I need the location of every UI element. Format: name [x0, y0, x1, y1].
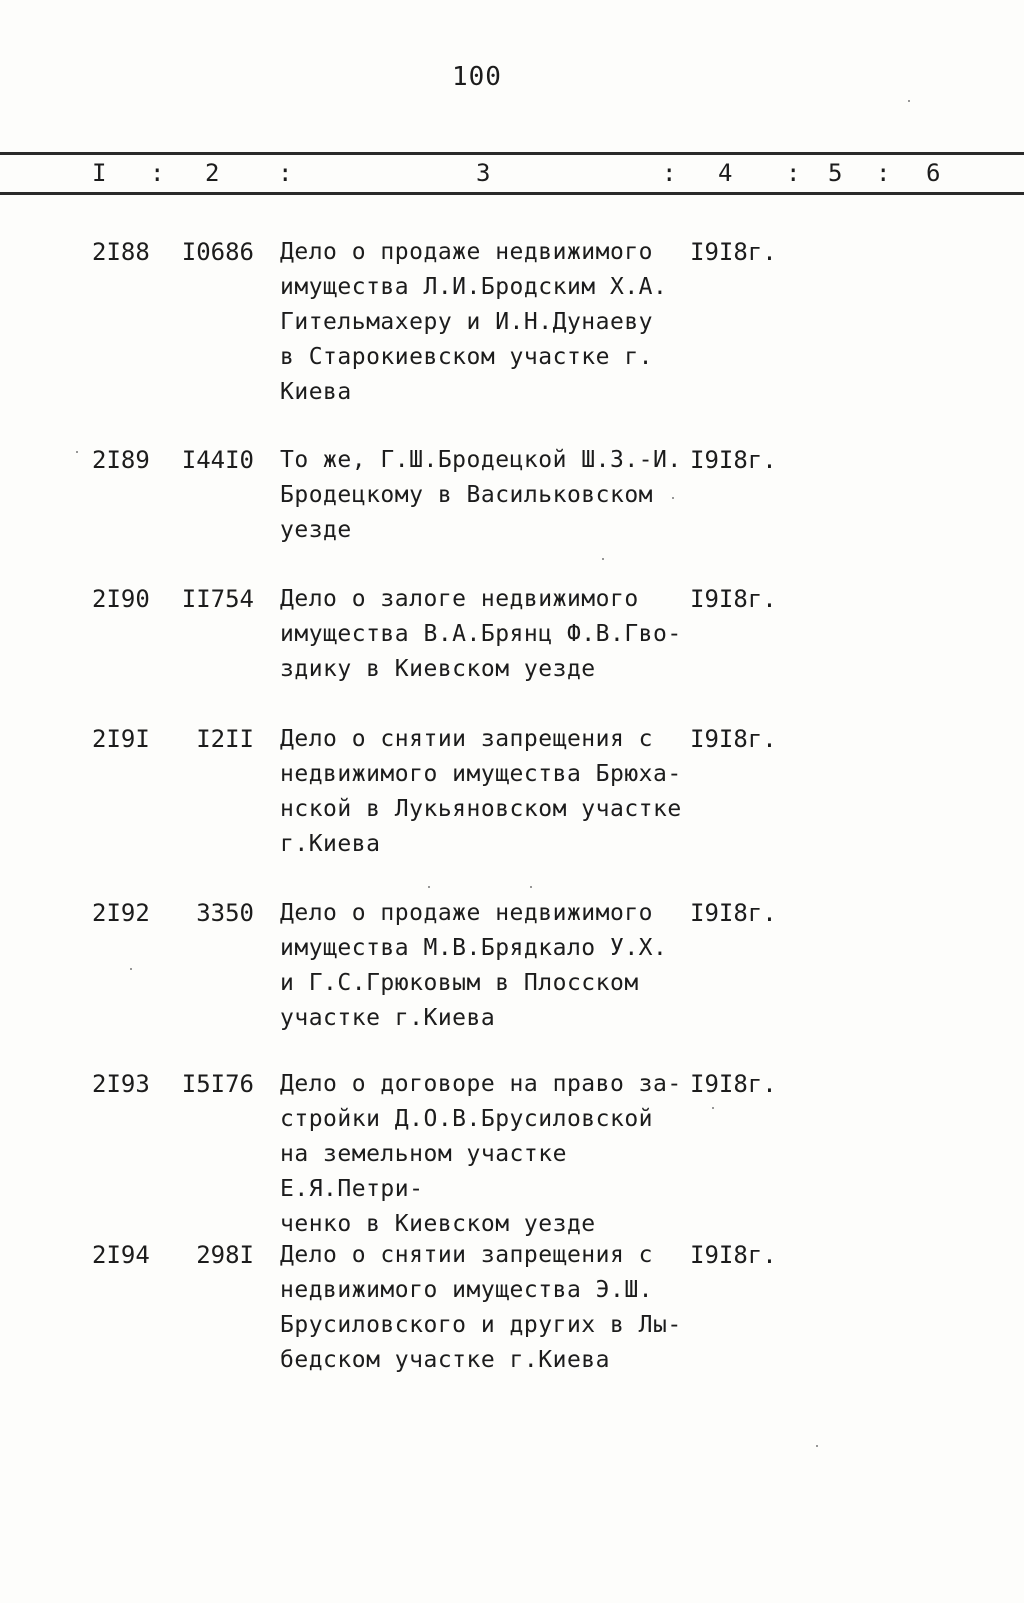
entry-description: Дело о снятии запрещения с недвижимого имущества Э.Ш. Брусиловского и других в Лы- бедском участке г.Киева	[280, 1242, 682, 1373]
entry-description: Дело о договоре на право за- стройки Д.О.В.Брусиловской на земельном участке Е.Я.Петри- ченко в Киевском уезде	[280, 1071, 682, 1237]
header-top-rule	[0, 152, 1024, 155]
header-col-6: 6	[926, 159, 941, 187]
header-col-4: 4	[718, 159, 733, 187]
entry-fond-id: I0686	[181, 238, 254, 266]
entry-description: То же, Г.Ш.Бродецкой Ш.З.-И. Бродецкому в Васильковском уезде	[280, 447, 682, 543]
header-separator: :	[662, 159, 677, 187]
entry-number: 2I90	[92, 585, 150, 613]
entry-year: I9I8г.	[690, 1241, 777, 1269]
header-col-2: 2	[205, 159, 220, 187]
entry-description: Дело о продаже недвижимого имущества М.В.Брядкало У.Х. и Г.С.Грюковым в Плосском участке г.Киева	[280, 900, 668, 1031]
header-col-1: I	[92, 159, 107, 187]
entry-description: Дело о продаже недвижимого имущества Л.И.Бродским Х.А. Гительмахеру и И.Н.Дунаеву в Старокиевском участке г. Киева	[280, 239, 668, 405]
page-number: 100	[452, 62, 502, 92]
entry-number: 2I88	[92, 238, 150, 266]
entry-fond-id: I5I76	[181, 1070, 254, 1098]
entry-year: I9I8г.	[690, 238, 777, 266]
scan-speck	[76, 451, 78, 453]
entry-year: I9I8г.	[690, 585, 777, 613]
entry-number: 2I89	[92, 446, 150, 474]
entry-fond-id: 298I	[196, 1241, 254, 1269]
scan-speck	[602, 558, 604, 560]
entry-fond-id: I44I0	[181, 446, 254, 474]
header-separator: :	[278, 159, 293, 187]
entry-fond-id: 3350	[196, 899, 254, 927]
scan-speck	[712, 1107, 714, 1109]
header-separator: :	[786, 159, 801, 187]
entry-year: I9I8г.	[690, 899, 777, 927]
header-separator: :	[150, 159, 165, 187]
table-header	[0, 157, 1024, 191]
entry-number: 2I92	[92, 899, 150, 927]
entry-fond-id: II754	[181, 585, 254, 613]
entry-year: I9I8г.	[690, 1070, 777, 1098]
header-separator: :	[876, 159, 891, 187]
scan-speck	[530, 886, 532, 888]
entry-description: Дело о залоге недвижимого имущества В.А.Брянц Ф.В.Гво- здику в Киевском уезде	[280, 586, 682, 682]
scan-speck	[816, 1445, 818, 1447]
entry-year: I9I8г.	[690, 446, 777, 474]
entry-number: 2I94	[92, 1241, 150, 1269]
entry-number: 2I9I	[92, 725, 150, 753]
scan-speck	[908, 100, 910, 102]
scan-speck	[428, 886, 430, 888]
header-bottom-rule	[0, 192, 1024, 195]
scan-speck	[130, 968, 132, 970]
entry-fond-id: I2II	[196, 725, 254, 753]
header-col-5: 5	[828, 159, 843, 187]
entry-year: I9I8г.	[690, 725, 777, 753]
entry-description: Дело о снятии запрещения с недвижимого имущества Брюха- нской в Лукьяновском участке г.Киева	[280, 726, 682, 857]
entry-number: 2I93	[92, 1070, 150, 1098]
header-col-3: 3	[476, 159, 491, 187]
scan-speck	[672, 497, 674, 499]
